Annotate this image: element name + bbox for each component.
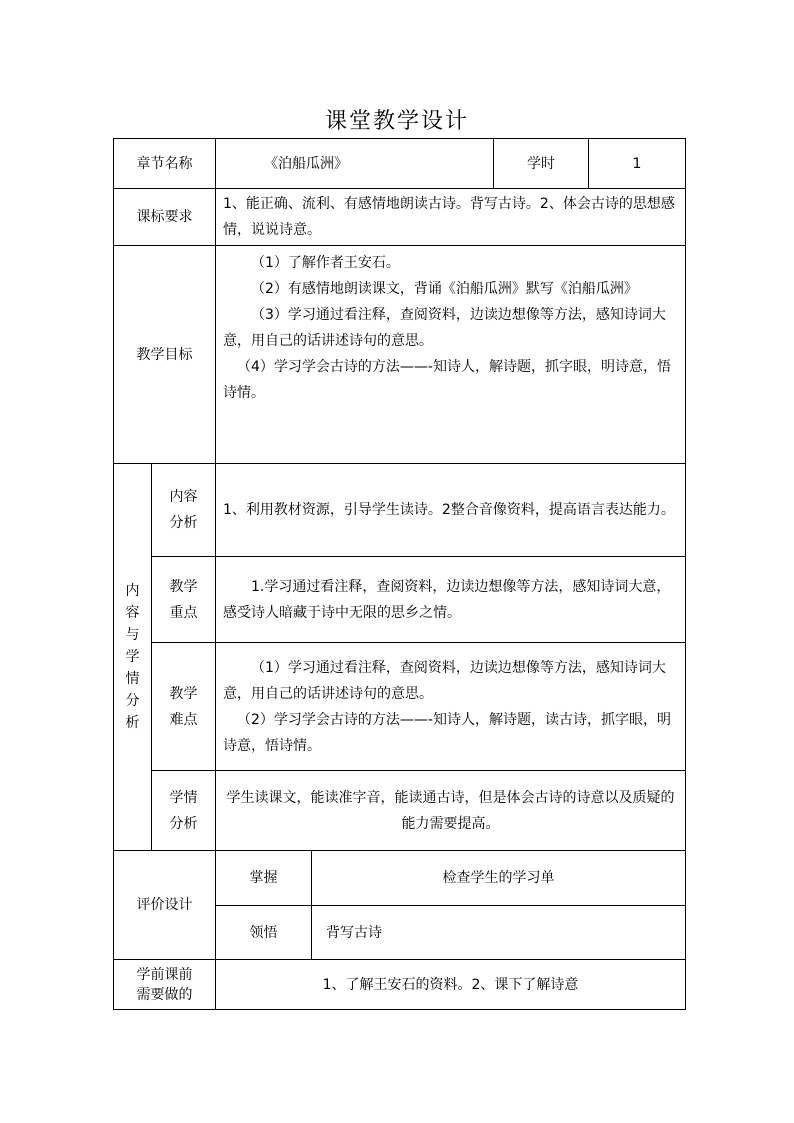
analysis-group-label xyxy=(114,464,152,851)
content-analysis-row xyxy=(114,464,686,557)
difficulty-item: （1）学习通过看注释，查阅资料，边读边想像等方法，感知诗词大意，用自己的话讲述诗句的意思。 xyxy=(223,659,666,702)
difficulties-row xyxy=(114,643,686,771)
curriculum-label: 课标要求 xyxy=(114,189,216,246)
label-line: 重点 xyxy=(169,604,198,621)
difficulties-label xyxy=(152,643,216,771)
difficulty-item: （2）学习学会古诗的方法——-知诗人，解诗题，读古诗，抓字眼，明诗意，悟诗情。 xyxy=(223,711,671,754)
objectives-row xyxy=(114,246,686,464)
hours-value: 1 xyxy=(589,139,686,189)
objective-item: （3）学习通过看注释，查阅资料，边读边想像等方法，感知诗词大意，用自己的话讲述诗句的意思。 xyxy=(223,307,666,349)
analysis-group-char: 学 xyxy=(125,649,140,665)
evaluation-label: 评价设计 xyxy=(114,851,216,960)
evaluation-item-label: 领悟 xyxy=(216,906,312,960)
analysis-group-char: 分 xyxy=(125,693,140,709)
hours-label: 学时 xyxy=(494,139,589,189)
label-line: 分析 xyxy=(169,815,198,832)
label-line: 学前课前 xyxy=(136,966,193,983)
objectives-label: 教学目标 xyxy=(114,246,216,464)
chapter-label: 章节名称 xyxy=(114,139,216,189)
prep-row xyxy=(114,960,686,1010)
evaluation-item-label: 掌握 xyxy=(216,851,312,906)
label-line: 内容 xyxy=(169,489,198,505)
content-analysis-text: 1、利用教材资源，引导学生读诗。2整合音像资料，提高语言表达能力。 xyxy=(216,464,686,557)
key-points-text: 1.学习通过看注释，查阅资料，边读边想像等方法，感知诗词大意，感受诗人暗藏于诗中无限的思乡之情。 xyxy=(216,557,686,643)
objective-item: （4）学习学会古诗的方法——-知诗人，解诗题，抓字眼，明诗意，悟诗情。 xyxy=(223,359,671,401)
chapter-row xyxy=(114,139,686,189)
difficulties-cell xyxy=(216,643,686,771)
objectives-cell xyxy=(216,246,686,464)
analysis-group-char: 容 xyxy=(125,605,140,621)
evaluation-item-value: 背写古诗 xyxy=(312,906,686,960)
evaluation-row xyxy=(114,851,686,906)
evaluation-item-value: 检查学生的学习单 xyxy=(312,851,686,906)
label-line: 学情 xyxy=(169,789,198,806)
content-analysis-label xyxy=(152,464,216,557)
chapter-value: 《泊船瓜洲》 xyxy=(216,139,494,189)
label-line: 难点 xyxy=(169,711,198,728)
prep-text: 1、了解王安石的资料。2、课下了解诗意 xyxy=(216,960,686,1010)
analysis-group-char: 与 xyxy=(125,627,140,643)
prep-label xyxy=(114,960,216,1010)
key-points-label xyxy=(152,557,216,643)
page-title: 课堂教学设计 xyxy=(324,109,469,134)
curriculum-text: 1、能正确、流利、有感情地朗读古诗。背写古诗。2、体会古诗的思想感情，说说诗意。 xyxy=(216,189,686,246)
student-analysis-row xyxy=(114,771,686,851)
analysis-group-char: 内 xyxy=(125,583,140,599)
analysis-group-char: 析 xyxy=(125,715,140,731)
label-line: 教学 xyxy=(169,578,198,595)
analysis-group-char: 情 xyxy=(125,671,140,687)
label-line: 教学 xyxy=(169,685,198,702)
objective-item: （1）了解作者王安石。 xyxy=(251,255,400,271)
label-line: 分析 xyxy=(169,515,198,531)
objective-item: （2）有感情地朗读课文，背诵《泊船瓜洲》默写《泊船瓜洲》 xyxy=(251,281,638,297)
student-analysis-text: 学生读课文，能读准字音，能读通古诗，但是体会古诗的诗意以及质疑的能力需要提高。 xyxy=(216,771,686,851)
label-line: 需要做的 xyxy=(136,986,193,1003)
student-analysis-label xyxy=(152,771,216,851)
key-points-row xyxy=(114,557,686,643)
curriculum-row xyxy=(114,189,686,246)
lesson-plan-table xyxy=(113,138,686,1010)
